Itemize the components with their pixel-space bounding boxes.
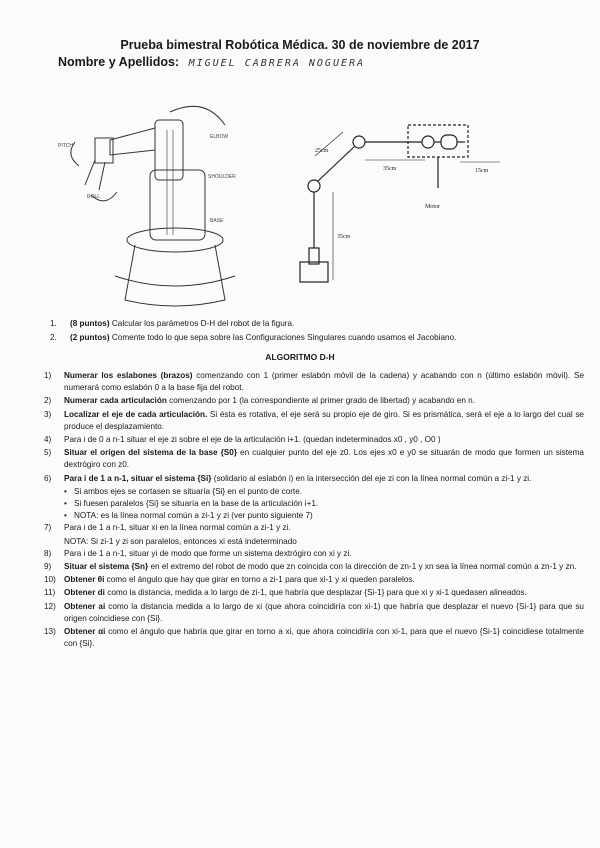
joint-1: [308, 180, 320, 192]
step-item: 7) Para i de 1 a n-1, situar xi en la línea normal común a zi-1 y zi.: [44, 523, 291, 533]
motor-label: Motor: [425, 204, 440, 210]
sub-bullet: • NOTA: es la línea normal común a zi-1 y zi (ver punto siguiente 7): [64, 511, 313, 521]
step-item: 2) Numerar cada articulación comenzando por 1 (la correspondiente al primer grado de libertad) y acabando en n.: [44, 396, 475, 406]
question-item: 1. (8 puntos) Calcular los parámetros D-H del robot de la figura.: [50, 319, 295, 328]
step-item: 9) Situar el sistema {Sn} en el extremo del robot de modo que zn coincida con la dirección de zn-1 y xn sea la línea normal común a zn-1 y zn.: [44, 562, 577, 572]
end-effector: [441, 135, 457, 149]
joint-2: [353, 136, 365, 148]
label-roll: ROLL: [87, 194, 101, 200]
dim-d2: 35cm: [383, 166, 397, 172]
sub-bullet: • Si fuesen paralelos {Si} se situaría en la base de la articulación i+1.: [64, 499, 319, 509]
label-pitch: PITCH: [58, 143, 73, 149]
forearm: [110, 128, 155, 155]
step-item: 1) Numerar los eslabones (brazos) comenzando con 1 (primer eslabón móvil de la cadena) y acabando con n (último eslabón móvil). Se numerará como eslabón 0 a la base fija del robot.: [44, 371, 584, 393]
motor-box: [408, 125, 468, 157]
elbow-arrow: [170, 106, 225, 125]
name-value: MIGUEL CABRERA NOGUERA: [188, 58, 366, 69]
page-title: Prueba bimestral Robótica Médica. 30 de noviembre de 2017: [120, 38, 480, 52]
algorithm-steps: [44, 370, 584, 651]
upper-arm: [155, 120, 183, 180]
step-item: 3) Localizar el eje de cada articulación. Si ésta es rotativa, el eje será su propio eje de giro. Si es prismática, será el eje a lo largo del cual se produce el desplazamiento.: [44, 409, 584, 431]
step-item: 6) Para i de 1 a n-1, situar el sistema {Si} (solidario al eslabón i) en la intersección del eje zi con la línea normal común a zi-1 y zi.: [44, 473, 532, 483]
step-item: 10) Obtener θi como el ángulo que hay que girar en torno a zi-1 para que xi-1 y xi queden paralelos.: [44, 575, 415, 585]
base-pedestal: [125, 245, 225, 306]
step-item: 11) Obtener di como la distancia, medida a lo largo de zi-1, que habría que desplazar {Si-1} para que xi y xi-1 quedasen alineados.: [44, 588, 527, 598]
joint-3: [422, 136, 434, 148]
name-row: [58, 55, 365, 69]
dim-d1: 25cm: [315, 148, 329, 154]
name-label: Nombre y Apellidos:: [58, 55, 180, 69]
dim-d3: 35cm: [337, 234, 351, 240]
dim-d4: 15cm: [475, 168, 489, 174]
question-list: [50, 318, 580, 346]
step-item: 8) Para i de 1 a n-1, situar yi de modo que forme un sistema dextrógiro con xi y zi.: [44, 548, 352, 558]
step-item: 5) Situar el origen del sistema de la base {S0} en cualquier punto del eje z0. Los ejes x0 e y0 se situarán de modo que formen un sistema dextrógiro con z0.: [44, 448, 584, 470]
step-note: NOTA: Si zi-1 y zi son paralelos, entonces xi está indeterminado: [64, 536, 297, 546]
step-item: 12) Obtener ai como la distancia medida a lo largo de xi (que ahora coincidiría con xi-1) que habría que desplazar el nuevo {Si-1} para que su origen coincidiese con {Si}.: [44, 601, 584, 623]
label-base: BASE: [210, 218, 224, 224]
label-elbow: ELBOW: [210, 134, 229, 140]
label-shoulder: SHOULDER: [208, 174, 236, 180]
step-item: 4) Para i de 0 a n-1 situar el eje zi sobre el eje de la articulación i+1. (quedan indeterminados x0 , y0 , O0 ): [44, 435, 441, 445]
robot-arm-figure: [55, 100, 270, 310]
sub-bullet: • Si ambos ejes se cortasen se situaría {Si} en el punto de corte.: [64, 486, 303, 496]
algorithm-title: ALGORITMO D-H: [265, 352, 335, 362]
gripper: [85, 160, 105, 190]
kinematic-diagram: [295, 110, 505, 295]
base-arrow: [115, 276, 235, 286]
base-block: [300, 262, 328, 282]
step-item: 13) Obtener αi como el ángulo que habría que girar en torno a xi, que ahora coincidiría con xi-1, para que el nuevo {Si-1} coincidiese totalmente con {Si}.: [44, 627, 584, 649]
question-item: 2. (2 puntos) Comente todo lo que sepa sobre las Configuraciones Singulares cuando usamos el Jacobiano.: [50, 333, 457, 342]
